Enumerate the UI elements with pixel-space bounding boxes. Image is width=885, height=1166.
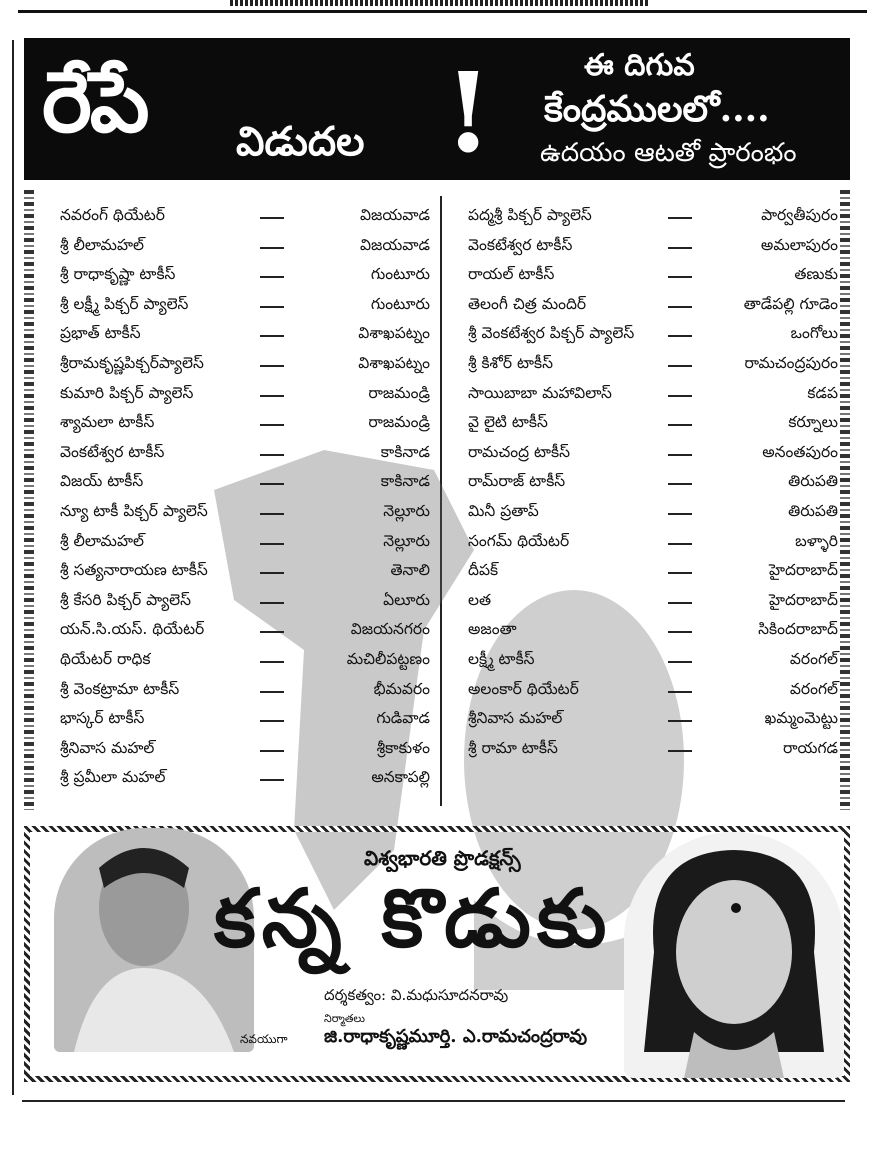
top-rule <box>18 10 867 13</box>
list-item: శ్రీ వెంకటేశ్వర పిక్చర్ ప్యాలెస్ ఒంగోలు <box>468 324 838 343</box>
list-item: దీపక్ హైదరాబాద్ <box>468 561 838 580</box>
list-item: శ్రీ రామా టాకీస్ రాయగడ <box>468 738 838 757</box>
list-item: శ్రీ కేసరి పిక్చర్ ప్యాలెస్ ఏలూరు <box>60 590 430 609</box>
banner-exclamation: ! <box>444 48 493 177</box>
list-item: శ్రీ లక్ష్మీ పిక్చర్ ప్యాలెస్ గుంటూరు <box>60 294 430 313</box>
list-item: నవరంగ్ థియేటర్ విజయవాడ <box>60 206 430 224</box>
banner-right-line-3: ఉదయం ఆటతో ప్రారంభం <box>540 138 797 168</box>
list-item: కుమారి పిక్చర్ ప్యాలెస్ రాజమండ్రి <box>60 383 430 402</box>
list-item: వెంకటేశ్వర టాకీస్ అమలాపురం <box>468 235 838 254</box>
banner-headline: రేపే <box>42 52 148 151</box>
theatre-column-right <box>468 202 848 764</box>
list-item: థియేటర్ రాధిక మచిలీపట్టణం <box>60 649 430 668</box>
list-item: అలంకార్ థియేటర్ వరంగల్ <box>468 679 838 698</box>
top-clipped-text <box>230 0 650 6</box>
list-item: శ్యామలా టాకీస్ రాజమండ్రి <box>60 413 430 432</box>
list-item: యన్.సి.యస్. థియేటర్ విజయనగరం <box>60 620 430 639</box>
heroine-portrait <box>624 832 844 1078</box>
banner-right-line-2: కేంద్రములలో.... <box>544 88 770 130</box>
list-item: శ్రీ లీలామహల్ విజయవాడ <box>60 235 430 254</box>
banner-right-line-1: ఈ దిగువ <box>584 48 695 83</box>
list-item: లక్ష్మీ టాకీస్ వరంగల్ <box>468 649 838 668</box>
list-item: వై లైటి టాకీస్ కర్నూలు <box>468 413 838 432</box>
film-ad <box>24 826 850 1082</box>
producers-label: నిర్మాతలు <box>324 1012 365 1025</box>
list-item: అజంతా సికిందరాబాద్ <box>468 620 838 639</box>
list-item: పద్మశ్రీ పిక్చర్ ప్యాలెస్ పార్వతీపురం <box>468 206 838 224</box>
list-item: న్యూ టాకీ పిక్చర్ ప్యాలెస్ నెల్లూరు <box>60 501 430 520</box>
list-item: వెంకటేశ్వర టాకీస్ కాకినాడ <box>60 442 430 461</box>
list-item: రాయల్ టాకీస్ తణుకు <box>468 265 838 284</box>
list-item: సాయిబాబా మహావిలాస్ కడప <box>468 383 838 402</box>
list-item: శ్రీ లీలామహల్ నెల్లూరు <box>60 531 430 550</box>
list-item: శ్రీ ప్రమీలా మహల్ అనకాపల్లి <box>60 768 430 787</box>
banner-headline-release: విడుదల <box>236 118 365 165</box>
release-banner <box>24 38 850 180</box>
list-item: రామచంద్ర టాకీస్ అనంతపురం <box>468 442 838 461</box>
bottom-rule <box>22 1100 845 1102</box>
distributor-credit: నవయుగా <box>240 1032 288 1046</box>
list-item: రామ్‌రాజ్ టాకీస్ తిరుపతి <box>468 472 838 491</box>
theatre-column-left <box>60 202 440 794</box>
ornament-border-left <box>24 190 34 810</box>
list-item: మినీ ప్రతాప్ తిరుపతి <box>468 501 838 520</box>
left-rule <box>12 40 14 1095</box>
producers-credit: జి.రాధాకృష్ణమూర్తి. ఎ.రామచంద్రరావు <box>324 1026 588 1047</box>
list-item: ప్రభాత్ టాకీస్ విశాఖపట్నం <box>60 324 430 343</box>
list-item: శ్రీనివాస మహల్ శ్రీకాకుళం <box>60 738 430 757</box>
list-item: భాస్కర్ టాకీస్ గుడివాడ <box>60 709 430 728</box>
list-item: శ్రీ సత్యనారాయణ టాకీస్ తెనాలి <box>60 561 430 580</box>
film-title: కన్న కొడుకు <box>214 872 613 965</box>
production-company: విశ్వభారతి ప్రొడక్షన్స్ <box>364 846 521 870</box>
list-item: శ్రీ కిశోర్ టాకీస్ రామచంద్రపురం <box>468 353 838 372</box>
list-item: విజయ్ టాకీస్ కాకినాడ <box>60 472 430 491</box>
list-item: తెలంగీ చిత్ర మందిర్ తాడేపల్లి గూడెం <box>468 294 838 313</box>
list-item: లత హైదరాబాద్ <box>468 590 838 609</box>
list-item: శ్రీ రాధాకృష్ణా టాకీస్ గుంటూరు <box>60 265 430 284</box>
list-item: శ్రీరామకృష్ణపిక్చర్‌ప్యాలెస్ విశాఖపట్నం <box>60 353 430 372</box>
list-item: సంగమ్ థియేటర్ బళ్ళారి <box>468 531 838 550</box>
list-item: శ్రీ వెంకట్రామా టాకీస్ భీమవరం <box>60 679 430 698</box>
director-credit: దర్శకత్వం: వి.మధుసూదనరావు <box>324 986 509 1004</box>
list-item: శ్రీనివాస మహల్ ఖమ్మంమెట్టు <box>468 709 838 728</box>
theatre-list <box>24 190 850 820</box>
